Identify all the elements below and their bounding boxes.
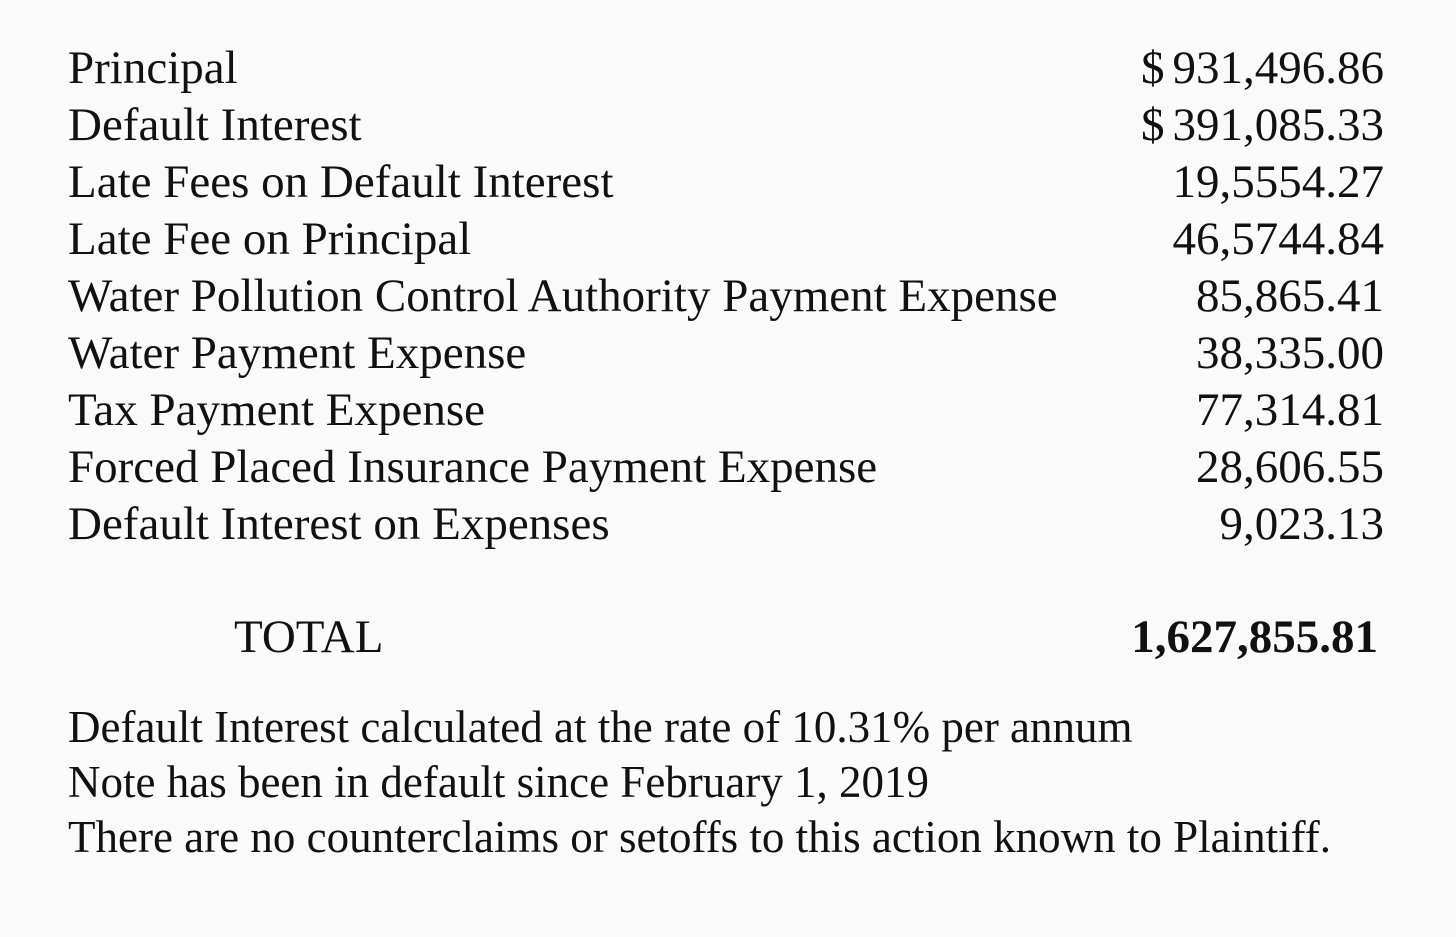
line-item-label: Water Payment Expense [68, 327, 527, 379]
notes-section [68, 700, 1408, 865]
line-item-insurance-expense [68, 439, 1384, 495]
line-item-label: Water Pollution Control Authority Payment Expense [68, 270, 1058, 322]
interest-rate-note: Default Interest calculated at the rate of 10.31% per annum [68, 702, 1133, 752]
line-item-amount: 38,335.00 [1196, 327, 1384, 379]
total-label: TOTAL [234, 611, 384, 663]
line-item-late-fees-default-interest [68, 154, 1384, 210]
line-item-amount: 9,023.13 [1219, 498, 1384, 550]
currency-symbol: $ [1141, 42, 1165, 94]
line-item-label: Tax Payment Expense [68, 384, 485, 436]
line-item-principal [68, 40, 1384, 96]
line-item-label: Late Fee on Principal [68, 213, 472, 265]
line-item-amount [1141, 40, 1384, 96]
line-item-amount [1141, 97, 1384, 153]
line-item-default-interest [68, 97, 1384, 153]
line-item-amount: 28,606.55 [1196, 441, 1384, 493]
line-item-water-expense [68, 325, 1384, 381]
line-item-label: Default Interest [68, 99, 362, 151]
line-item-amount: 77,314.81 [1196, 384, 1384, 436]
line-item-label: Forced Placed Insurance Payment Expense [68, 441, 878, 493]
total-amount: 1,627,855.81 [1131, 611, 1378, 663]
line-item-interest-on-expenses [68, 496, 1384, 552]
amount-value: 931,496.86 [1172, 42, 1384, 94]
currency-symbol: $ [1141, 99, 1165, 151]
line-item-amount: 19,5554.27 [1172, 156, 1384, 208]
counterclaims-note: There are no counterclaims or setoffs to this action known to Plaintiff. [68, 812, 1332, 862]
line-item-label: Late Fees on Default Interest [68, 156, 614, 208]
line-item-label: Default Interest on Expenses [68, 498, 610, 550]
line-item-amount: 85,865.41 [1196, 270, 1384, 322]
line-item-label: Principal [68, 42, 238, 94]
line-item-late-fee-principal [68, 211, 1384, 267]
total-row [0, 607, 1456, 667]
line-item-tax-expense [68, 382, 1384, 438]
default-date-note: Note has been in default since February 1, 2019 [68, 757, 929, 807]
line-item-amount: 46,5744.84 [1172, 213, 1384, 265]
line-item-wpca-expense [68, 268, 1384, 324]
amount-value: 391,085.33 [1172, 99, 1384, 151]
